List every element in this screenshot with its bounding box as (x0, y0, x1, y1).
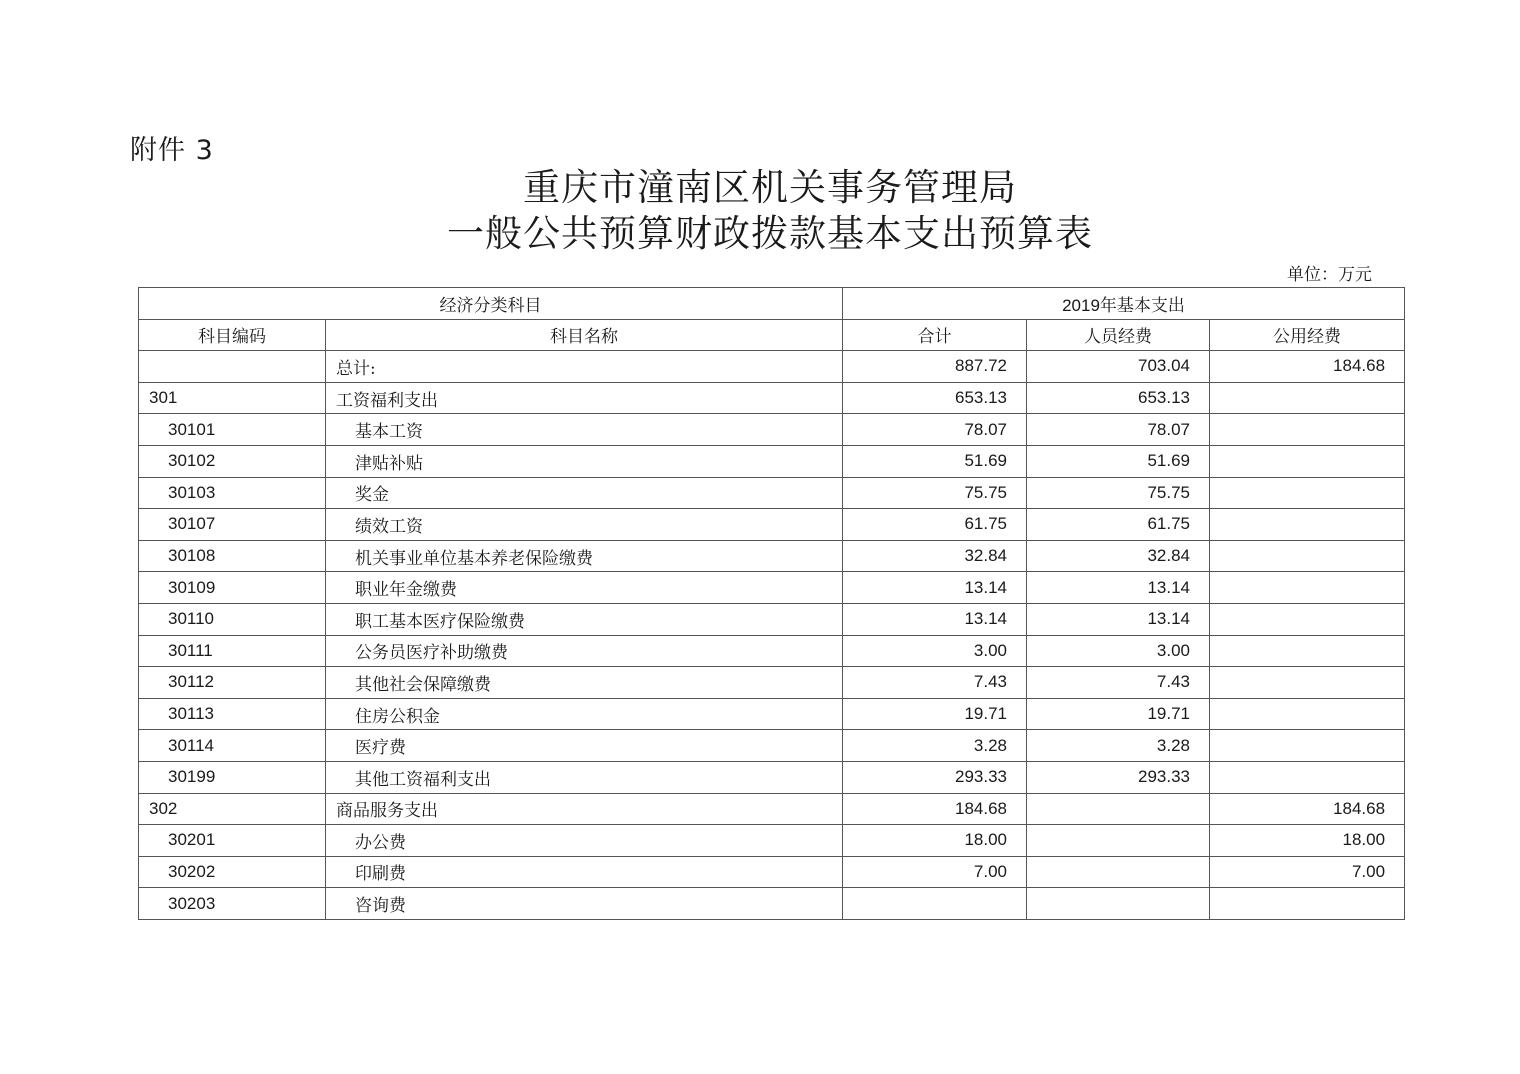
cell-public (1210, 667, 1405, 699)
cell-public (1210, 888, 1405, 920)
cell-public (1210, 540, 1405, 572)
cell-code: 30114 (139, 730, 326, 762)
table-row (139, 414, 1405, 446)
table-row (139, 540, 1405, 572)
cell-code (139, 351, 326, 383)
cell-name: 工资福利支出 (326, 382, 843, 414)
cell-name: 基本工资 (326, 414, 843, 446)
cell-total: 13.14 (843, 603, 1027, 635)
page-title-line-2: 一般公共预算财政拨款基本支出预算表 (447, 212, 1093, 255)
cell-total: 3.28 (843, 730, 1027, 762)
cell-code: 30202 (139, 856, 326, 888)
cell-total: 78.07 (843, 414, 1027, 446)
table-row (139, 445, 1405, 477)
cell-total: 32.84 (843, 540, 1027, 572)
cell-total: 7.43 (843, 667, 1027, 699)
cell-code: 30108 (139, 540, 326, 572)
cell-public (1210, 509, 1405, 541)
cell-personnel: 3.00 (1027, 635, 1210, 667)
cell-code: 30110 (139, 603, 326, 635)
cell-total: 18.00 (843, 825, 1027, 857)
cell-personnel: 703.04 (1027, 351, 1210, 383)
cell-code: 30199 (139, 761, 326, 793)
table-row (139, 382, 1405, 414)
budget-table (138, 287, 1405, 920)
cell-personnel (1027, 856, 1210, 888)
cell-public: 7.00 (1210, 856, 1405, 888)
cell-name: 咨询费 (326, 888, 843, 920)
table-row (139, 667, 1405, 699)
cell-total (843, 888, 1027, 920)
header-name: 科目名称 (326, 319, 843, 351)
cell-name: 印刷费 (326, 856, 843, 888)
cell-public (1210, 730, 1405, 762)
cell-personnel: 13.14 (1027, 572, 1210, 604)
table-header-group-row (139, 288, 1405, 320)
cell-name: 奖金 (326, 477, 843, 509)
cell-personnel: 653.13 (1027, 382, 1210, 414)
cell-total: 184.68 (843, 793, 1027, 825)
table-row (139, 635, 1405, 667)
cell-personnel: 19.71 (1027, 698, 1210, 730)
cell-code: 30103 (139, 477, 326, 509)
cell-total: 3.00 (843, 635, 1027, 667)
cell-name: 商品服务支出 (326, 793, 843, 825)
cell-name: 职业年金缴费 (326, 572, 843, 604)
cell-code: 30112 (139, 667, 326, 699)
cell-name: 其他工资福利支出 (326, 761, 843, 793)
cell-code: 30201 (139, 825, 326, 857)
header-2019-basic-expenditure: 2019年基本支出 (843, 288, 1405, 320)
cell-personnel: 78.07 (1027, 414, 1210, 446)
cell-name: 绩效工资 (326, 509, 843, 541)
page-title-line-1: 重庆市潼南区机关事务管理局 (523, 166, 1017, 209)
table-row (139, 825, 1405, 857)
cell-name: 住房公积金 (326, 698, 843, 730)
table-row (139, 698, 1405, 730)
cell-total: 653.13 (843, 382, 1027, 414)
cell-total: 13.14 (843, 572, 1027, 604)
cell-total: 293.33 (843, 761, 1027, 793)
header-total: 合计 (843, 319, 1027, 351)
cell-total: 61.75 (843, 509, 1027, 541)
cell-public: 184.68 (1210, 351, 1405, 383)
cell-public (1210, 761, 1405, 793)
cell-personnel (1027, 793, 1210, 825)
cell-personnel: 7.43 (1027, 667, 1210, 699)
cell-code: 30113 (139, 698, 326, 730)
cell-public: 184.68 (1210, 793, 1405, 825)
cell-total: 7.00 (843, 856, 1027, 888)
cell-public (1210, 603, 1405, 635)
unit-label: 单位：万元 (1287, 265, 1372, 285)
cell-personnel: 32.84 (1027, 540, 1210, 572)
cell-name: 其他社会保障缴费 (326, 667, 843, 699)
cell-code: 30111 (139, 635, 326, 667)
cell-public (1210, 572, 1405, 604)
cell-name: 总计: (326, 351, 843, 383)
table-row (139, 477, 1405, 509)
cell-public: 18.00 (1210, 825, 1405, 857)
cell-total: 887.72 (843, 351, 1027, 383)
cell-code: 301 (139, 382, 326, 414)
cell-public (1210, 414, 1405, 446)
cell-total: 51.69 (843, 445, 1027, 477)
cell-personnel: 293.33 (1027, 761, 1210, 793)
cell-public (1210, 635, 1405, 667)
cell-name: 办公费 (326, 825, 843, 857)
table-header-row (139, 319, 1405, 351)
table-row (139, 572, 1405, 604)
header-personnel: 人员经费 (1027, 319, 1210, 351)
cell-total: 75.75 (843, 477, 1027, 509)
cell-name: 医疗费 (326, 730, 843, 762)
cell-code: 302 (139, 793, 326, 825)
cell-personnel (1027, 825, 1210, 857)
table-row (139, 856, 1405, 888)
cell-public (1210, 382, 1405, 414)
header-economic-category: 经济分类科目 (139, 288, 843, 320)
cell-code: 30101 (139, 414, 326, 446)
cell-personnel (1027, 888, 1210, 920)
cell-personnel: 3.28 (1027, 730, 1210, 762)
table-row (139, 888, 1405, 920)
header-public: 公用经费 (1210, 319, 1405, 351)
cell-code: 30109 (139, 572, 326, 604)
cell-personnel: 61.75 (1027, 509, 1210, 541)
cell-name: 公务员医疗补助缴费 (326, 635, 843, 667)
table-row (139, 761, 1405, 793)
table-row (139, 509, 1405, 541)
table-row (139, 730, 1405, 762)
cell-name: 津贴补贴 (326, 445, 843, 477)
cell-personnel: 51.69 (1027, 445, 1210, 477)
cell-code: 30102 (139, 445, 326, 477)
cell-personnel: 13.14 (1027, 603, 1210, 635)
table-row (139, 351, 1405, 383)
cell-code: 30203 (139, 888, 326, 920)
cell-personnel: 75.75 (1027, 477, 1210, 509)
cell-public (1210, 445, 1405, 477)
cell-code: 30107 (139, 509, 326, 541)
attachment-label: 附件 3 (130, 135, 214, 166)
cell-public (1210, 477, 1405, 509)
header-code: 科目编码 (139, 319, 326, 351)
cell-public (1210, 698, 1405, 730)
cell-name: 机关事业单位基本养老保险缴费 (326, 540, 843, 572)
table-row (139, 603, 1405, 635)
cell-name: 职工基本医疗保险缴费 (326, 603, 843, 635)
table-row (139, 793, 1405, 825)
cell-total: 19.71 (843, 698, 1027, 730)
